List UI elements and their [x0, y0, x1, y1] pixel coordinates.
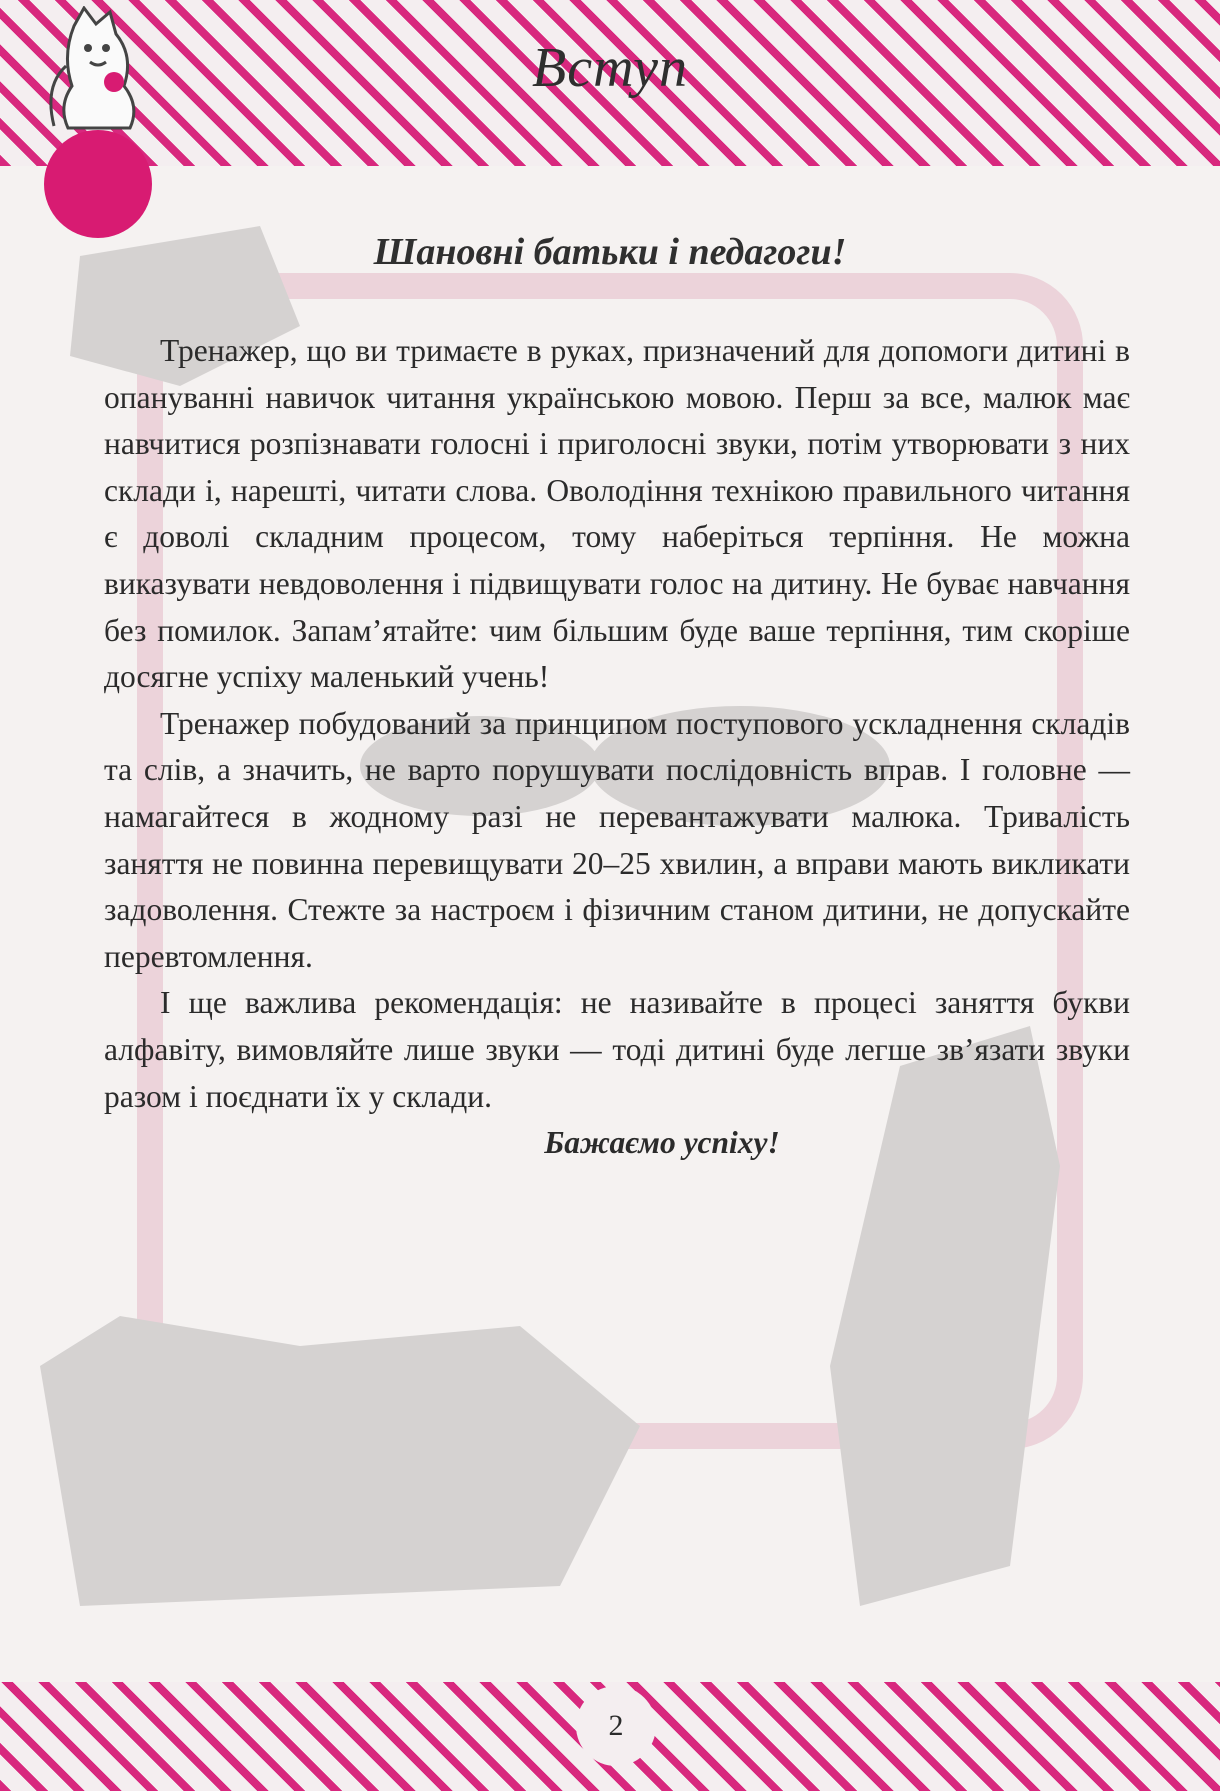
page-title: Вступ: [532, 37, 688, 99]
paragraph-2: Тренажер побудований за принципом поступового ускладнення складів та слів, а значить, не варто порушувати послідовність вправ. І головне — намагайтеся в жодному разі не перевантажувати малюка. Тривалість заняття не повинна перевищувати 20–25 хвилин, а вправи мають викликати задоволення. Стежте за настроєм і фізичним станом дитини, не допускайте перевтомлення.: [104, 705, 1130, 974]
crocodile-silhouette: [40, 1316, 640, 1606]
greeting-heading: Шановні батьки і педагоги!: [373, 231, 847, 273]
paragraph-1: Тренажер, що ви тримаєте в руках, призначений для допомоги дитині в опануванні навичок читання українською мовою. Перш за все, малюк має навчитися розпізнавати голосні і приголосні звуки, потім утворювати з них склади і, нарешті, читати слова. Оволодіння технікою правильного читання є доволі складним процесом, тому наберіться терпіння. Не можна виказувати невдоволення і підвищувати голос на дитину. Не буває навчання без помилок. Запам’ятайте: чим більшим буде ваше терпіння, тим скоріше досягне успіху маленький учень!: [104, 333, 1130, 695]
pink-accent-circle: [44, 130, 152, 238]
closing-wish: Бажаємо успіху!: [544, 1125, 780, 1161]
page-number: 2: [576, 1686, 656, 1766]
paragraph-3: І ще важлива рекомендація: не називайте в процесі заняття букви алфавіту, вимовляйте лише звуки — тоді дитині буде легше зв’язати звуки разом і поєднати їх у склади.: [104, 985, 1130, 1114]
body-text: [104, 328, 1130, 1167]
